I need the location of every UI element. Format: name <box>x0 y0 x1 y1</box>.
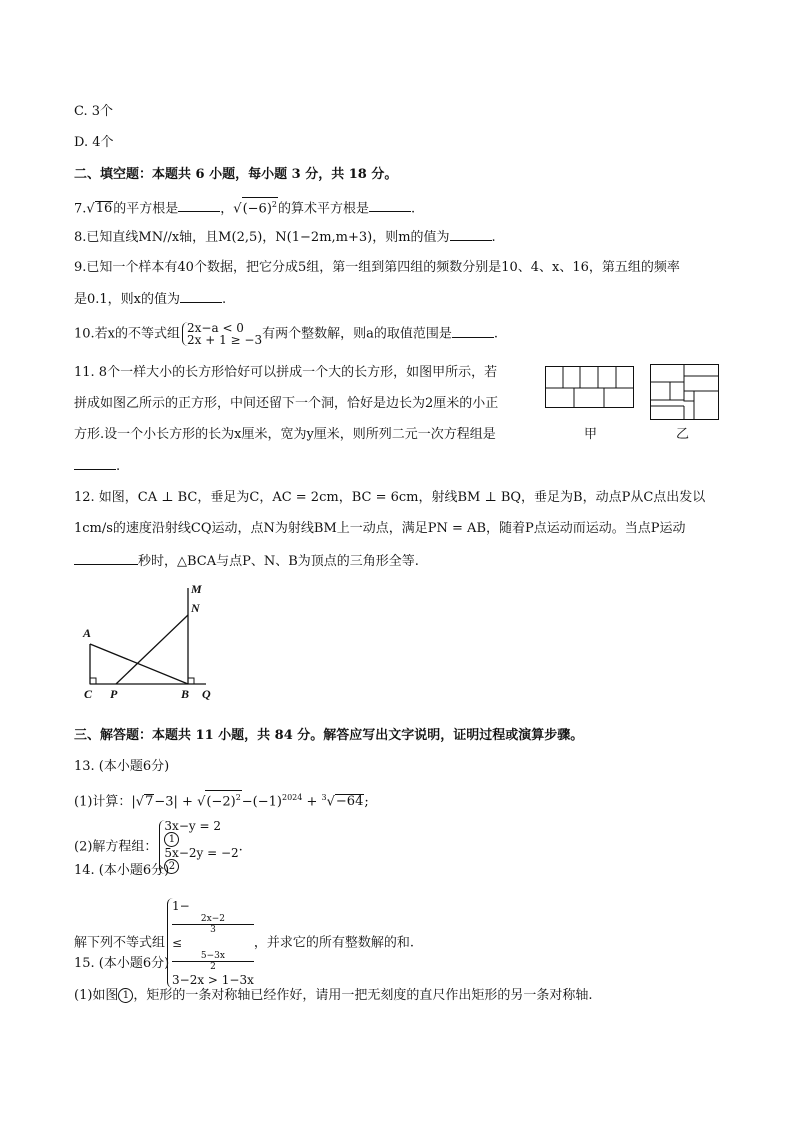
label-p: P <box>110 687 118 701</box>
question-12-line-1: 12. 如图，CA ⊥ BC，垂足为C，AC = 2cm，BC = 6cm，射线BM ⊥ BQ，垂足为B，动点P从C点出发以 <box>74 490 706 505</box>
q8-text: 8.已知直线MN//x轴，且M(2,5)，N(1−2m,m+3)，则m的值为 <box>74 230 450 245</box>
question-9-line-2: 是0.1，则x的值为 . <box>74 292 227 307</box>
label-c: C <box>84 687 93 701</box>
label-m: M <box>191 582 202 596</box>
sqrt-icon: √ <box>197 794 206 810</box>
question-12-line-3: 秒时，△BCA与点P、N、B为顶点的三角形全等. <box>74 552 419 571</box>
q7-text-2: 的算术平方根是 <box>277 201 369 217</box>
q7-text-1: 的平方根是 <box>113 201 179 217</box>
question-8: 8.已知直线MN//x轴，且M(2,5)，N(1−2m,m+3)，则m的值为 . <box>74 230 496 245</box>
q12-geometry-figure <box>78 580 218 705</box>
question-10: 10.若x的不等式组 2x−a < 0 2x + 1 ≥ −3 有两个整数解，则a的取值范围是 . <box>74 321 499 347</box>
q7-blank-1[interactable] <box>178 199 220 212</box>
question-15-heading: 15. (本小题6分) <box>74 956 170 971</box>
option-c: C. 3个 <box>74 104 114 119</box>
figure-jia-label: 甲 <box>584 427 598 442</box>
label-b: B <box>181 687 190 701</box>
question-11-line-4: . <box>74 457 120 476</box>
sqrt-icon: √ <box>233 201 242 217</box>
q12-blank[interactable] <box>74 552 138 565</box>
q13-equation-system: 3x−y = 2 1 5x−2y = −2 2 <box>159 820 238 874</box>
section-3-heading: 三、解答题：本题共 11 小题，共 84 分。解答应写出文字说明，证明过程或演算步骤。 <box>74 728 584 743</box>
circled-number-icon: 2 <box>164 859 179 874</box>
figure-yi <box>650 364 720 422</box>
figure-jia <box>545 366 635 410</box>
sqrt-icon: √ <box>135 794 145 810</box>
question-9-line-1: 9.已知一个样本有40个数据，把它分成5组，第一组到第四组的频数分别是10、4、x、16，第五组的频率 <box>74 260 680 275</box>
q11-blank[interactable] <box>74 457 116 470</box>
question-14-body: 解下列不等式组 1− 2x−2 3 ≤ 5−3x 2 3−2x > 1−3x ，并求它的所有整数解的和. <box>74 899 415 987</box>
figure-yi-label: 乙 <box>676 427 690 442</box>
q7-number: 7. <box>74 201 87 217</box>
q7-radicand-2: $(-6)^2$ <box>242 197 278 216</box>
q14-inequality-system: 1− 2x−2 3 ≤ 5−3x 2 3−2x > 1−3x <box>167 898 254 988</box>
q7-blank-2[interactable] <box>369 199 411 212</box>
circled-number-icon: 1 <box>118 988 133 1003</box>
question-13-heading: 13. (本小题6分) <box>74 759 170 774</box>
q8-blank[interactable] <box>450 228 492 241</box>
question-11-line-2: 拼成如图乙所示的正方形，中间还留下一个洞，恰好是边长为2厘米的小正 <box>74 396 499 411</box>
question-11-line-1: 11. 8个一样大小的长方形恰好可以拼成一个大的长方形，如图甲所示，若 <box>74 365 498 380</box>
section-2-heading: 二、填空题：本题共 6 小题，每小题 3 分，共 18 分。 <box>74 167 398 182</box>
question-11-line-3: 方形.设一个小长方形的长为x厘米，宽为y厘米，则所列二元一次方程组是 <box>74 427 496 442</box>
question-13-part-1: (1)计算：$|√7-3| + √(-2)^2-(-1)^{2024} + ^3√-64$; <box>74 789 369 811</box>
q10-blank[interactable] <box>452 325 494 338</box>
question-7: 7.√16的平方根是 ，$√(-6)^2$的算术平方根是 . <box>74 197 415 218</box>
label-a: A <box>83 626 92 640</box>
cube-root-icon: √ <box>326 794 335 810</box>
question-13-part-2: (2)解方程组： 3x−y = 2 1 5x−2y = −2 2 . <box>74 819 243 872</box>
sqrt-icon: √ <box>86 201 95 217</box>
option-d: D. 4个 <box>74 135 114 150</box>
label-q: Q <box>202 687 211 701</box>
question-14-heading: 14. (本小题6分) <box>74 863 170 878</box>
question-12-line-2: 1cm/s的速度沿射线CQ运动，点N为射线BM上一动点，满足PN = AB，随着P点运动而运动。当点P运动 <box>74 521 686 536</box>
label-n: N <box>191 601 200 615</box>
q10-inequality-system: 2x−a < 0 2x + 1 ≥ −3 <box>182 322 262 346</box>
circled-number-icon: 1 <box>164 832 179 847</box>
q9-blank[interactable] <box>180 290 222 303</box>
q7-radicand-1: 16 <box>95 201 113 217</box>
question-15-part-1: (1)如图 1 ，矩形的一条对称轴已经作好，请用一把无刻度的直尺作出矩形的另一条对称轴. <box>74 988 593 1003</box>
